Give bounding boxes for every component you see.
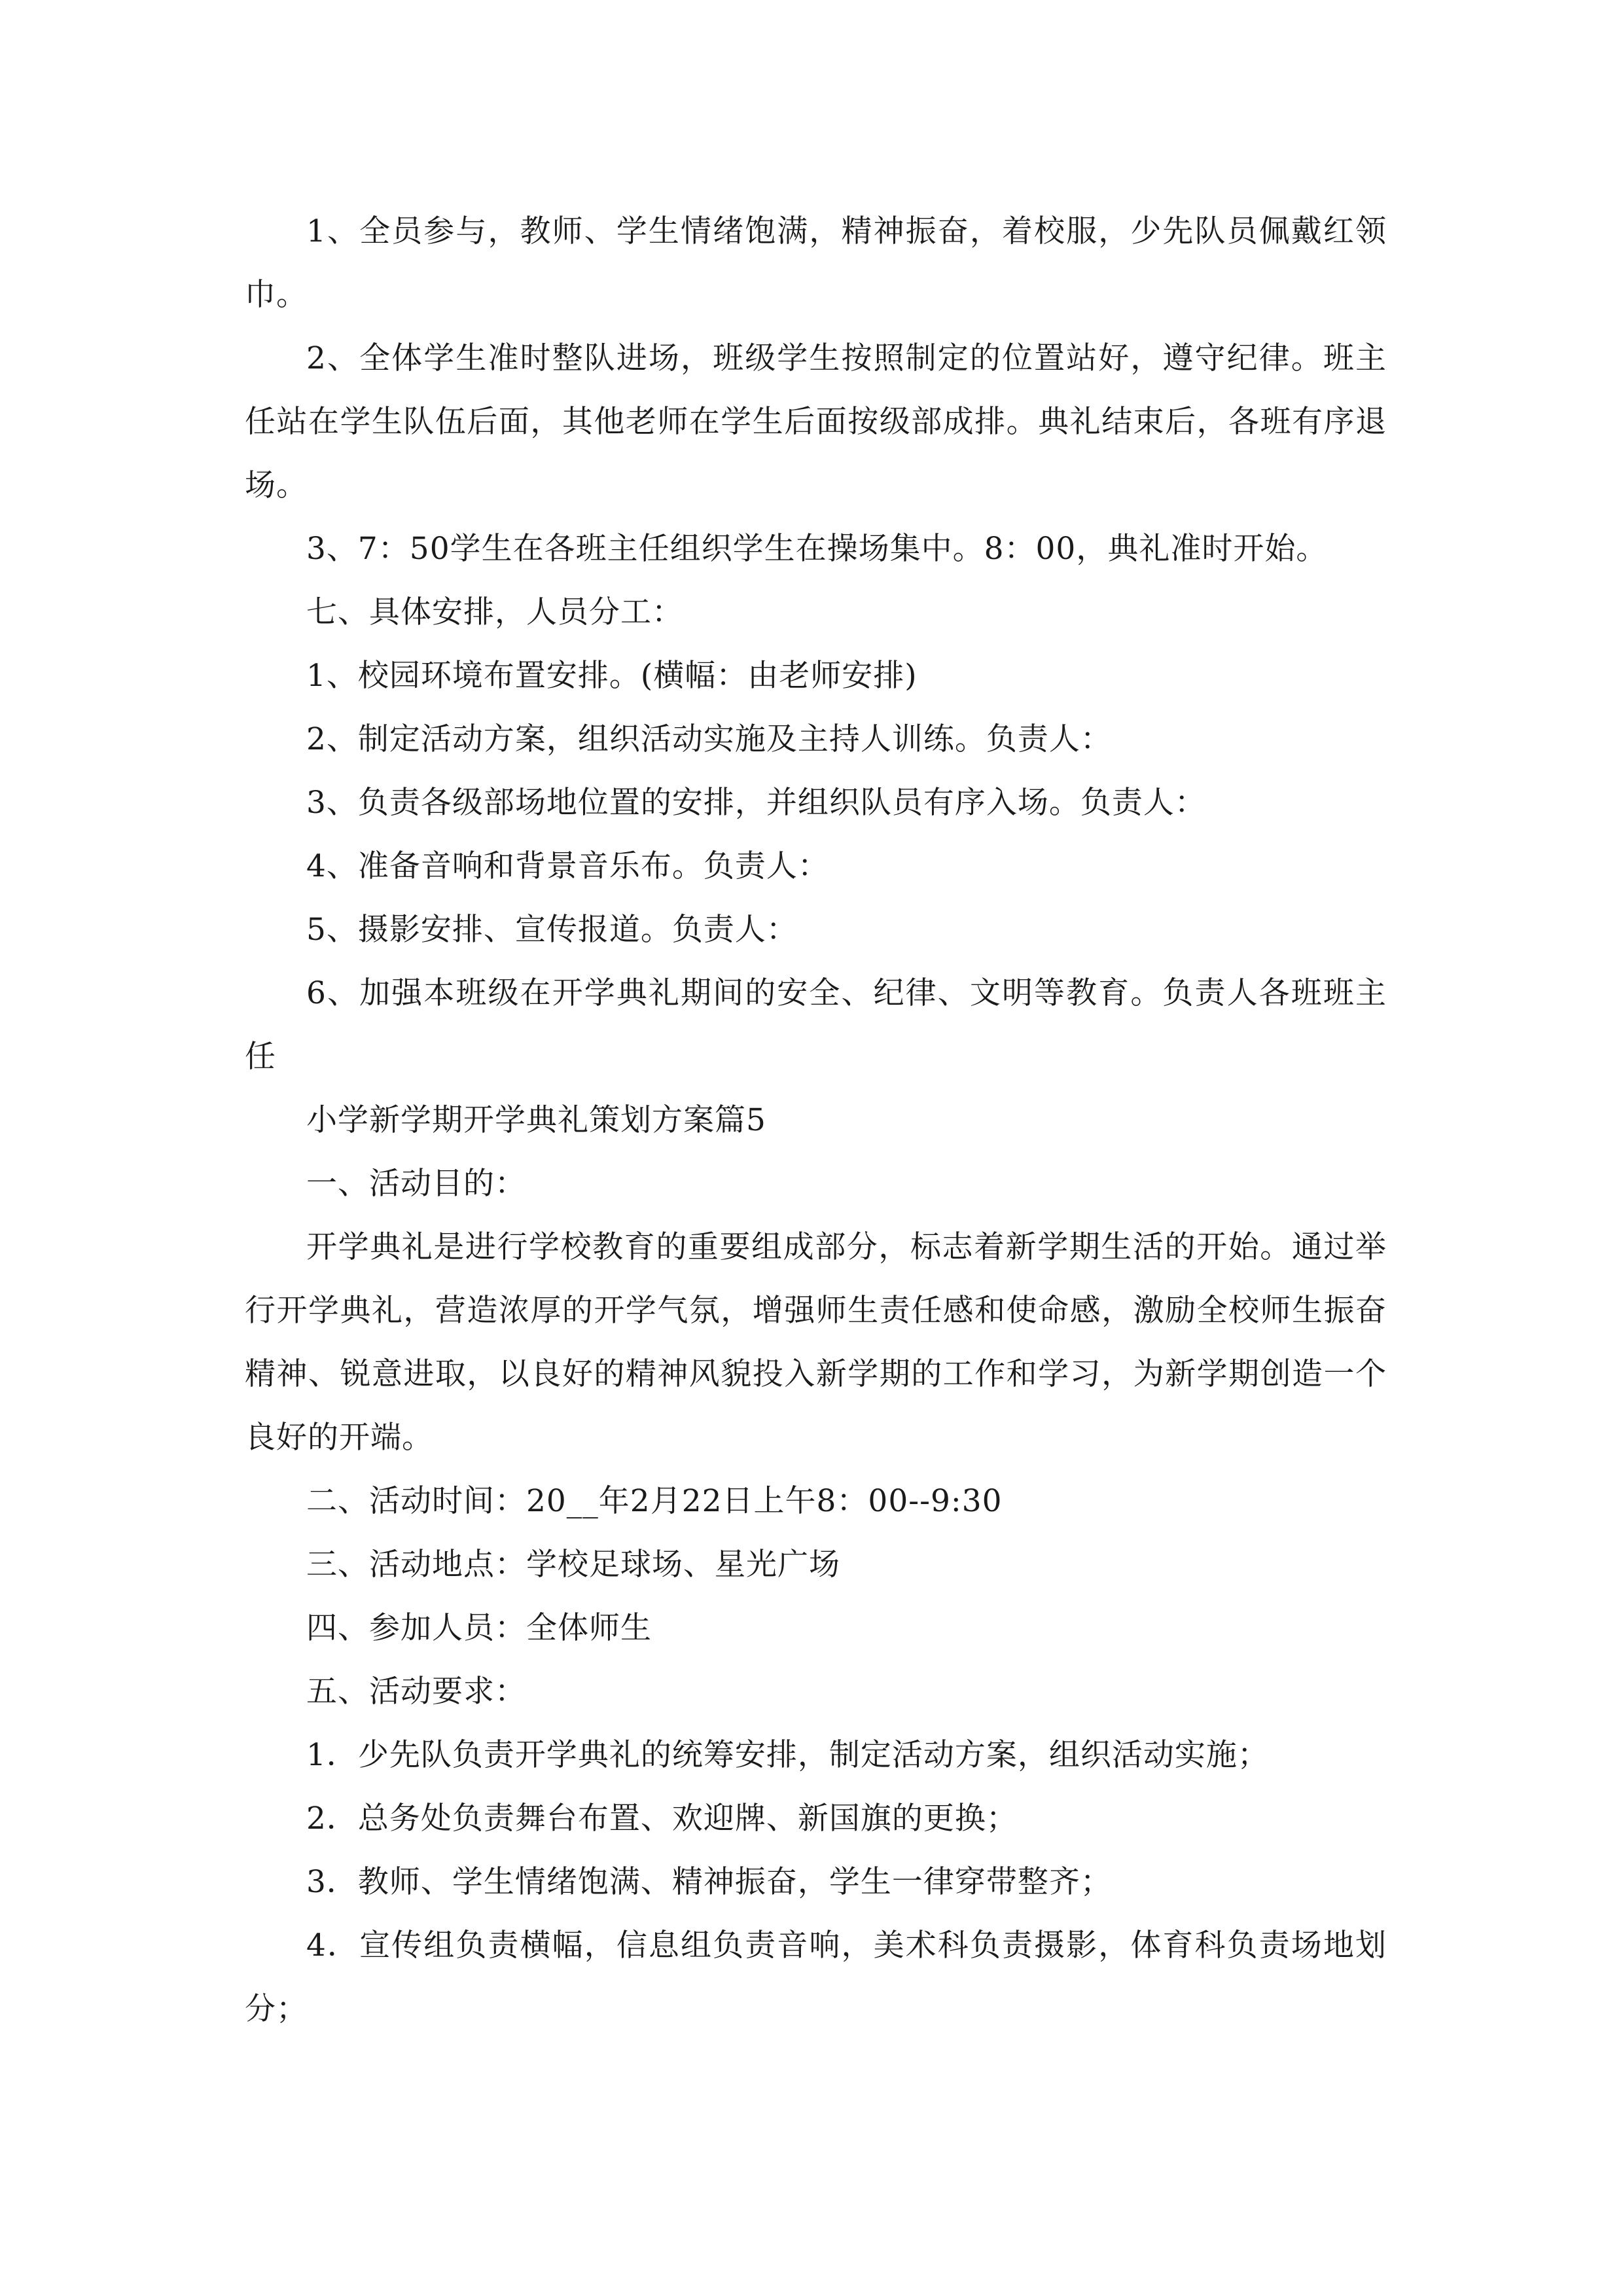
paragraph: 1．少先队负责开学典礼的统筹安排，制定活动方案，组织活动实施； bbox=[306, 1737, 1269, 1773]
paragraph: 2、全体学生准时整队进场，班级学生按照制定的位置站好，遵守纪律。班主任站在学生队伍后面，其他老师在学生后面按级部成排。典礼结束后，各班有序退场。 bbox=[245, 340, 1387, 503]
section-heading: 七、具体安排，人员分工： bbox=[306, 594, 683, 630]
paragraph: 二、活动时间：20__年2月22日上午8：00--9:30 bbox=[306, 1483, 1003, 1519]
paragraph: 6、加强本班级在开学典礼期间的安全、纪律、文明等教育。负责人各班班主任 bbox=[245, 975, 1387, 1075]
paragraph: 4、准备音响和背景音乐布。负责人： bbox=[306, 848, 829, 884]
paragraph: 3、负责各级部场地位置的安排，并组织队员有序入场。负责人： bbox=[306, 785, 1206, 821]
paragraph: 2、制定活动方案，组织活动实施及主持人训练。负责人： bbox=[306, 721, 1112, 757]
article-title: 小学新学期开学典礼策划方案篇5 bbox=[306, 1102, 766, 1138]
paragraph: 三、活动地点：学校足球场、星光广场 bbox=[306, 1547, 840, 1583]
paragraph: 开学典礼是进行学校教育的重要组成部分，标志着新学期生活的开始。通过举行开学典礼，营造浓厚的开学气氛，增强师生责任感和使命感，激励全校师生振奋精神、锐意进取，以良好的精神风貌投入新学期的工作和学习，为新学期创造一个良好的开端。 bbox=[245, 1229, 1387, 1456]
section-heading: 五、活动要求： bbox=[306, 1674, 526, 1710]
paragraph: 3．教师、学生情绪饱满、精神振奋，学生一律穿带整齐； bbox=[306, 1864, 1112, 1900]
paragraph: 5、摄影安排、宣传报道。负责人： bbox=[306, 912, 798, 948]
paragraph: 3、7：50学生在各班主任组织学生在操场集中。8：00，典礼准时开始。 bbox=[306, 531, 1328, 567]
paragraph: 4．宣传组负责横幅，信息组负责音响，美术科负责摄影，体育科负责场地划分； bbox=[245, 1928, 1387, 2027]
paragraph: 四、参加人员：全体师生 bbox=[306, 1610, 652, 1646]
paragraph: 2．总务处负责舞台布置、欢迎牌、新国旗的更换； bbox=[306, 1801, 1018, 1837]
document-body bbox=[245, 200, 1387, 2041]
paragraph: 1、全员参与，教师、学生情绪饱满，精神振奋，着校服，少先队员佩戴红领巾。 bbox=[245, 213, 1387, 313]
paragraph: 1、校园环境布置安排。(横幅：由老师安排) bbox=[306, 658, 918, 694]
section-heading: 一、活动目的： bbox=[306, 1166, 526, 1202]
